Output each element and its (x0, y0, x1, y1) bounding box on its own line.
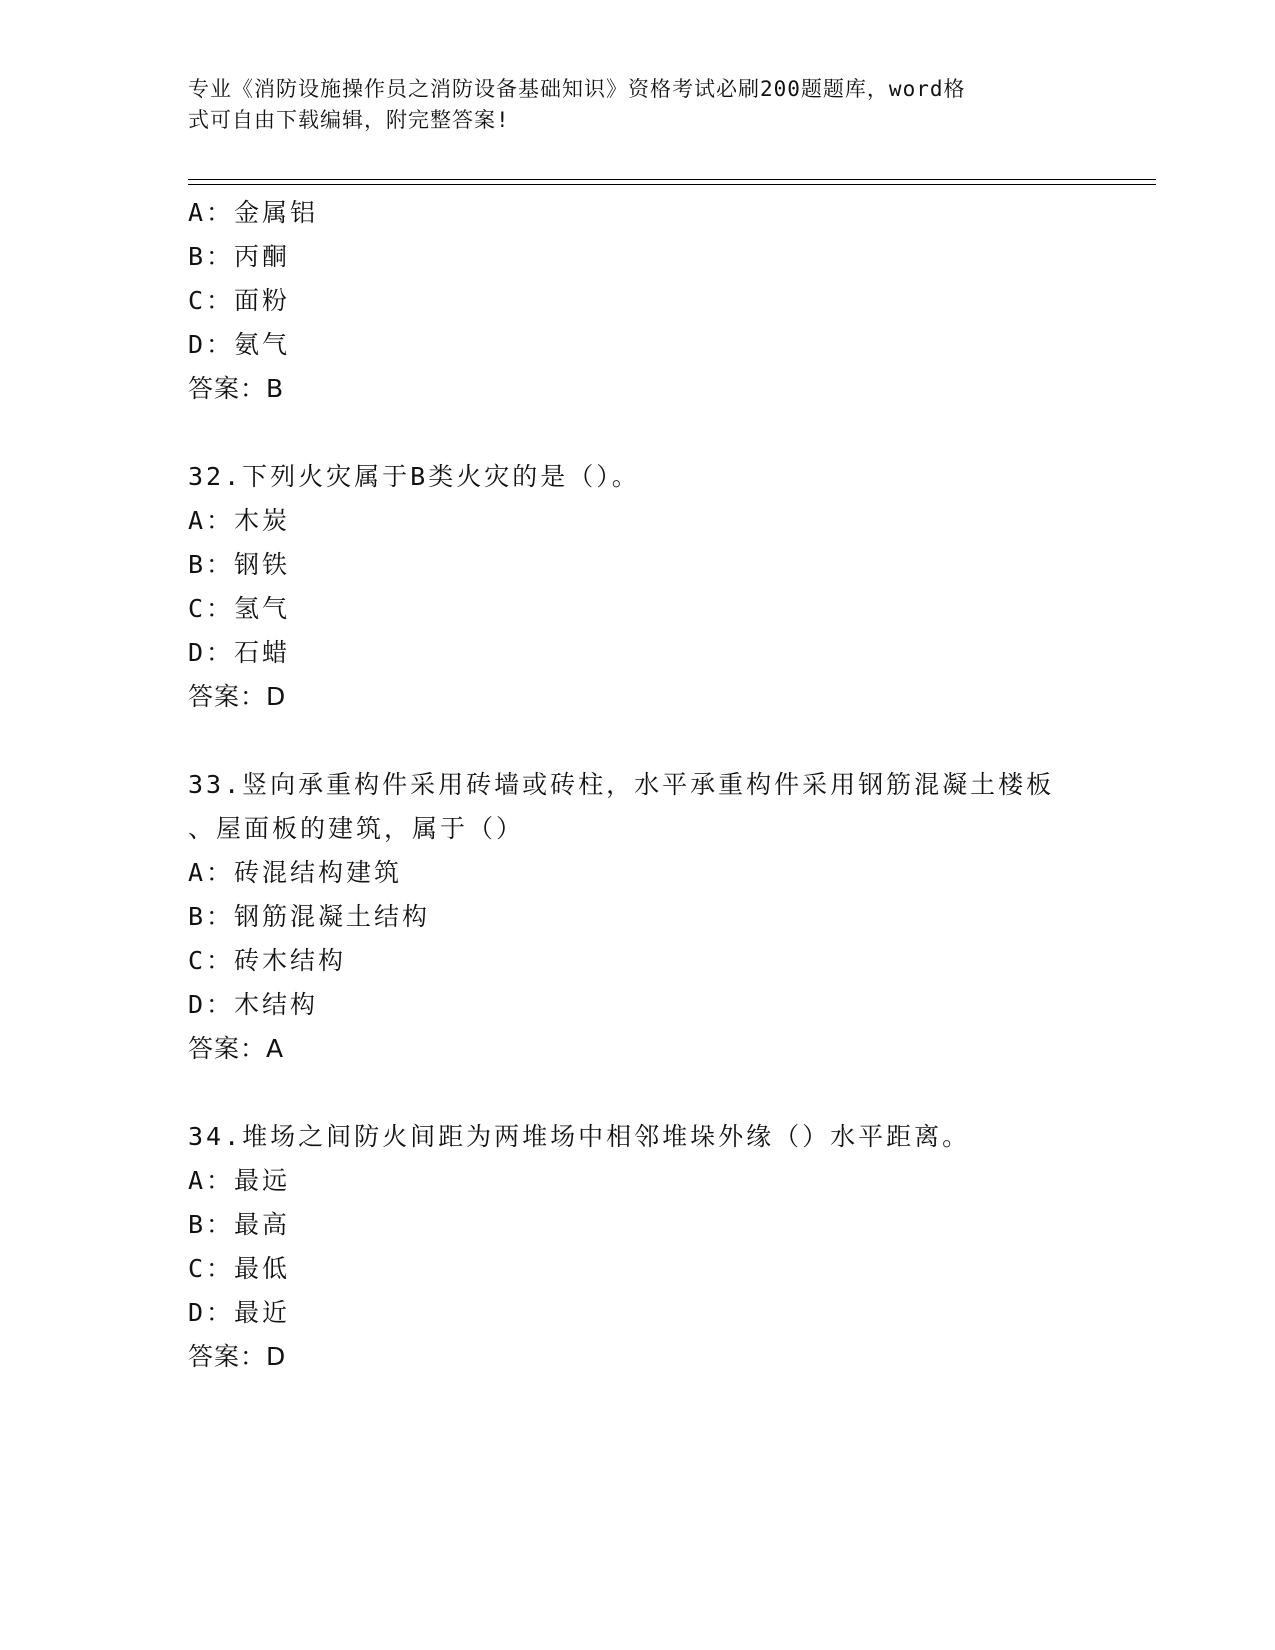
document-header (188, 74, 1068, 136)
q34-option-c: C：最低 (188, 1254, 291, 1283)
q31-option-b: B：丙酮 (188, 242, 291, 271)
q32-answer: 答案：D (188, 682, 287, 711)
q32-option-a: A：木炭 (188, 506, 291, 535)
q34-answer: 答案：D (188, 1342, 287, 1371)
header-divider-bottom (188, 184, 1156, 185)
q33-option-a: A：砖混结构建筑 (188, 858, 403, 887)
header-line-1: 专业《消防设施操作员之消防设备基础知识》资格考试必刷200题题库，word格 (188, 77, 966, 101)
q32-option-b: B：钢铁 (188, 550, 291, 579)
q34-stem: 34.堆场之间防火间距为两堆场中相邻堆垛外缘（）水平距离。 (188, 1122, 971, 1151)
q31-answer: 答案：B (188, 374, 285, 403)
q31-option-c: C：面粉 (188, 286, 291, 315)
q33-option-b: B：钢筋混凝土结构 (188, 902, 431, 931)
q33-answer: 答案：A (188, 1034, 285, 1063)
header-line-2: 式可自由下载编辑，附完整答案! (188, 108, 510, 132)
q34-option-d: D：最近 (188, 1298, 291, 1327)
q33-option-d: D：木结构 (188, 990, 319, 1019)
q33-option-c: C：砖木结构 (188, 946, 347, 975)
q34-option-b: B：最高 (188, 1210, 291, 1239)
q32-stem: 32.下列火灾属于B类火灾的是（）。 (188, 462, 640, 491)
q31-option-a: A：金属铝 (188, 198, 319, 227)
q32-option-d: D：石蜡 (188, 638, 291, 667)
q31-option-d: D：氨气 (188, 330, 291, 359)
header-divider-top (188, 179, 1156, 180)
q32-option-c: C：氢气 (188, 594, 291, 623)
q34-option-a: A：最远 (188, 1166, 291, 1195)
q33-stem-line-2: 、屋面板的建筑，属于（） (188, 814, 525, 843)
q33-stem-line-1: 33.竖向承重构件采用砖墙或砖柱，水平承重构件采用钢筋混凝土楼板 (188, 770, 1055, 799)
